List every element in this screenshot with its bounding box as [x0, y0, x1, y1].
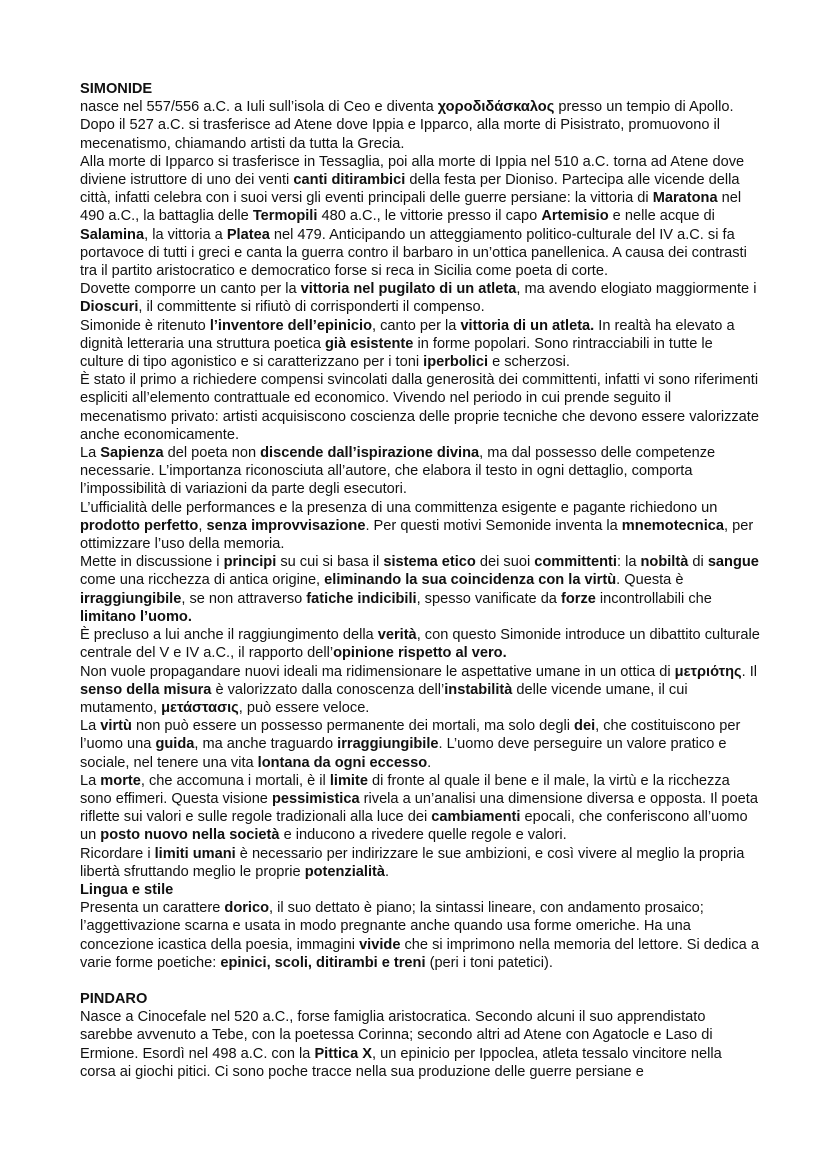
emphasis-text: limitano l’uomo.: [80, 608, 192, 625]
paragraph: [80, 153, 760, 280]
emphasis-text: l’inventore dell’epinicio: [209, 317, 372, 334]
text-run: rivela a un’analisi una dimensione diversa e opposta. Il poeta riflette sui valori e sulle regole tradizionali alla luce dei: [80, 790, 758, 826]
emphasis-text: Termopili: [252, 208, 318, 225]
emphasis-text: μετάστασις: [161, 699, 239, 716]
section-gap: [80, 972, 760, 990]
emphasis-text: già esistente: [325, 335, 414, 352]
emphasis-text: discende dall’ispirazione divina: [260, 445, 480, 462]
text-run: Alla morte di Ipparco si trasferisce in Tessaglia, poi alla morte di Ippia nel 510 a.C. torna ad Atene dove diviene istruttore di uno dei venti: [80, 153, 745, 189]
text-run: presso un tempio di Apollo. Dopo il 527 a.C. si trasferisce ad Atene dove Ippia e Ipparco, alla morte di Pisistrato, promuovono il mecenatismo, chiamando artisti da tutta la Grecia.: [80, 99, 734, 152]
text-run: dei suoi: [475, 554, 535, 571]
emphasis-text: virtù: [100, 718, 132, 735]
subheading-lingua-e-stile: Lingua e stile: [80, 881, 174, 898]
emphasis-text: dorico: [224, 900, 269, 917]
text-run: La: [80, 445, 101, 462]
text-run: è necessario per indirizzare le sue ambizioni, e così vivere al meglio la propria libertà sfruttando meglio le proprie: [80, 845, 745, 880]
emphasis-text: dei: [574, 718, 596, 735]
text-run: del poeta non: [163, 445, 261, 462]
emphasis-text: vittoria nel pugilato di un atleta: [300, 281, 517, 298]
emphasis-text: Pittica X: [314, 1045, 373, 1062]
emphasis-text: Platea: [226, 226, 270, 243]
text-run: 480 a.C., le vittorie presso il capo: [317, 208, 542, 225]
text-run: Simonide è ritenuto: [80, 317, 210, 334]
text-run: L’ufficialità delle performances e la presenza di una committenza esigente e pagante richiedono un: [80, 499, 718, 516]
text-run: .: [384, 863, 390, 880]
emphasis-text: guida: [155, 736, 195, 753]
text-run: nel 479. Anticipando un atteggiamento politico-culturale del IV a.C. si fa portavoce di tutti i greci e canta la guerra contro il barbaro in un’ottica panellenica. A causa dei contrasti tra il partito aristocratico e democratico forse si reca in Sicilia come poeta di corte.: [80, 226, 747, 280]
emphasis-text: opinione rispetto al vero.: [333, 645, 507, 662]
text-run: , il suo dettato è piano; la sintassi lineare, con andamento prosaico; l’aggettivazione scarna e usata in modo pregnante anche quando usa forme omeriche. Ha una concezione icastica della poesia, immagini: [80, 900, 704, 953]
emphasis-text: pessimistica: [271, 790, 360, 807]
paragraph: [80, 553, 760, 626]
emphasis-text: Salamina: [80, 226, 145, 243]
text-run: di fronte al quale il bene e il male, la virtù e la ricchezza sono effimeri. Questa visione: [80, 772, 730, 807]
text-run: , per ottimizzare l’uso della memoria.: [80, 517, 754, 553]
emphasis-text: Sapienza: [100, 445, 164, 462]
text-run: , ma dal possesso delle competenze necessarie. L’importanza riconosciuta all’autore, che elabora il testo in ogni dettaglio, comporta l’impossibilità di variazioni da parte degli esecutori.: [80, 445, 716, 498]
text-run: . Per questi motivi Semonide inventa la: [365, 517, 622, 534]
text-run: della festa per Dioniso. Partecipa alle vicende della città, infatti celebra con i suoi versi gli eventi principali delle guerre persiane: la vittoria di: [80, 172, 740, 207]
text-run: (peri i toni patetici).: [425, 954, 553, 971]
emphasis-text: principi: [223, 554, 277, 571]
text-run: e scherzosi.: [488, 354, 570, 371]
emphasis-text: χοροδιδάσκαλος: [437, 99, 555, 116]
paragraph: [80, 317, 760, 372]
emphasis-text: sistema etico: [383, 554, 476, 571]
emphasis-text: vittoria di un atleta.: [460, 317, 595, 334]
paragraph: [80, 717, 760, 772]
text-run: È stato il primo a richiedere compensi svincolati dalla generosità dei committenti, infatti vi sono riferimenti espliciti all’elemento contrattuale ed economico. Vivendo nel periodo in cui prende seguito il mecenatismo privato: artisti acquisiscono coscienza delle proprie tecniche che devono essere valorizzate anche economicamente.: [80, 372, 759, 443]
section-title-simonide: SIMONIDE: [80, 81, 153, 97]
emphasis-text: forze: [560, 590, 596, 607]
paragraph: [80, 772, 760, 845]
text-run: , un epinicio per Ippoclea, atleta tessalo vincitore nella corsa ai giochi pitici. Ci sono poche tracce nella sua produzione delle guerre persiane e: [80, 1045, 722, 1080]
text-run: La: [80, 718, 101, 735]
paragraph: [80, 499, 760, 554]
text-run: , che accomuna i mortali, è il: [140, 772, 330, 789]
emphasis-text: eliminando la sua coincidenza con la virtù: [324, 572, 617, 589]
text-run: Ricordare i: [80, 845, 155, 862]
emphasis-text: mnemotecnica: [621, 517, 724, 534]
text-run: di: [688, 554, 708, 571]
text-run: , ma anche traguardo: [194, 736, 338, 753]
text-run: , se non attraverso: [181, 590, 307, 607]
emphasis-text: verità: [377, 627, 417, 644]
text-run: delle vicende umane, il cui mutamento,: [80, 681, 688, 716]
emphasis-text: irraggiungibile: [337, 736, 439, 753]
emphasis-text: iperbolici: [423, 354, 489, 371]
emphasis-text: cambiamenti: [431, 809, 521, 826]
section-title-pindaro: PINDARO: [80, 990, 148, 1007]
emphasis-text: sangue: [707, 554, 759, 571]
simonide-body: [80, 98, 760, 881]
emphasis-text: limite: [329, 772, 368, 789]
text-run: . Il: [741, 663, 758, 680]
text-run: in forme popolari. Sono rintracciabili in tutte le culture di tipo agonistico e si caratterizzano per i toni: [80, 335, 713, 371]
paragraph: [80, 845, 760, 881]
text-run: , può essere veloce.: [238, 699, 370, 716]
paragraph: [80, 663, 760, 718]
text-run: , canto per la: [372, 317, 461, 334]
text-run: Nasce a Cinocefale nel 520 a.C., forse famiglia aristocratica. Secondo alcuni il suo apprendistato sarebbe avvenuto a Tebe, con la poetessa Corinna; secondo altri ad Atene con Agatocle e Laso di Ermione. Esordì nel 498 a.C. con la: [80, 1009, 713, 1062]
text-run: . Questa è: [616, 572, 684, 589]
text-run: nasce nel 557/556 a.C. a Iuli sull’isola di Ceo e diventa: [80, 99, 438, 116]
emphasis-text: Dioscuri: [80, 299, 139, 316]
emphasis-text: fatiche indicibili: [306, 590, 417, 607]
emphasis-text: nobiltà: [640, 554, 689, 571]
emphasis-text: irraggiungibile: [80, 590, 182, 607]
text-run: Non vuole propagandare nuovi ideali ma ridimensionare le aspettative umane in un ottica di: [80, 663, 675, 680]
emphasis-text: senso della misura: [80, 681, 212, 698]
emphasis-text: Artemisio: [541, 208, 609, 225]
emphasis-text: morte: [100, 772, 141, 789]
text-run: , con questo Simonide introduce un dibattito culturale centrale del V e IV a.C., il rapporto dell’: [80, 627, 760, 662]
paragraph: [80, 371, 760, 444]
text-run: incontrollabili che: [595, 590, 712, 607]
text-run: su cui si basa il: [276, 554, 384, 571]
paragraph: [80, 98, 760, 153]
emphasis-text: μετριότης: [674, 663, 742, 680]
paragraph-lingua-e-stile: [80, 899, 760, 972]
text-run: È precluso a lui anche il raggiungimento della: [80, 627, 378, 644]
text-run: nel 490 a.C., la battaglia delle: [80, 190, 742, 225]
text-run: . L’uomo deve perseguire un valore pratico e sociale, nel tenere una vita: [80, 736, 727, 771]
text-run: Presenta un carattere: [80, 900, 225, 917]
emphasis-text: lontana da ogni eccesso: [257, 754, 428, 771]
paragraph: [80, 626, 760, 662]
text-run: come una ricchezza di antica origine,: [80, 572, 325, 589]
text-run: e nelle acque di: [608, 208, 715, 225]
emphasis-text: canti ditirambici: [293, 172, 406, 189]
text-run: ,: [198, 517, 207, 534]
paragraph: [80, 280, 760, 316]
text-run: Dovette comporre un canto per la: [80, 281, 301, 298]
text-run: , spesso vanificate da: [416, 590, 561, 607]
emphasis-text: limiti umani: [154, 845, 236, 862]
emphasis-text: vivide: [359, 936, 401, 953]
emphasis-text: instabilità: [444, 681, 513, 698]
text-run: In realtà ha elevato a dignità letteraria una struttura poetica: [80, 317, 735, 352]
text-run: , la vittoria a: [144, 226, 227, 243]
paragraph-pindaro: [80, 1008, 760, 1081]
document-page: [80, 80, 760, 1081]
text-run: che si imprimono nella memoria del lettore. Si dedica a varie forme poetiche:: [80, 936, 759, 971]
text-run: .: [427, 754, 432, 771]
text-run: è valorizzato dalla conoscenza dell’: [211, 681, 445, 698]
text-run: epocali, che conferiscono all’uomo un: [80, 809, 748, 844]
emphasis-text: posto nuovo nella società: [100, 827, 280, 844]
text-run: Mette in discussione i: [80, 554, 224, 571]
text-run: , il committente si rifiutò di corrisponderti il compenso.: [138, 299, 485, 316]
text-run: non può essere un possesso permanente dei mortali, ma solo degli: [131, 718, 575, 735]
text-run: e inducono a rivedere quelle regole e valori.: [279, 827, 567, 844]
emphasis-text: epinici, scoli, ditirambi e treni: [220, 954, 426, 971]
emphasis-text: Maratona: [652, 190, 718, 207]
text-run: , ma avendo elogiato maggiormente i: [516, 281, 757, 298]
emphasis-text: senza improvvisazione: [206, 517, 366, 534]
text-run: , che costituiscono per l’uomo una: [80, 718, 741, 753]
emphasis-text: potenzialità: [304, 863, 385, 880]
paragraph: [80, 444, 760, 499]
emphasis-text: prodotto perfetto: [80, 517, 199, 534]
text-run: : la: [616, 554, 641, 571]
text-run: La: [80, 772, 101, 789]
emphasis-text: committenti: [534, 554, 617, 571]
